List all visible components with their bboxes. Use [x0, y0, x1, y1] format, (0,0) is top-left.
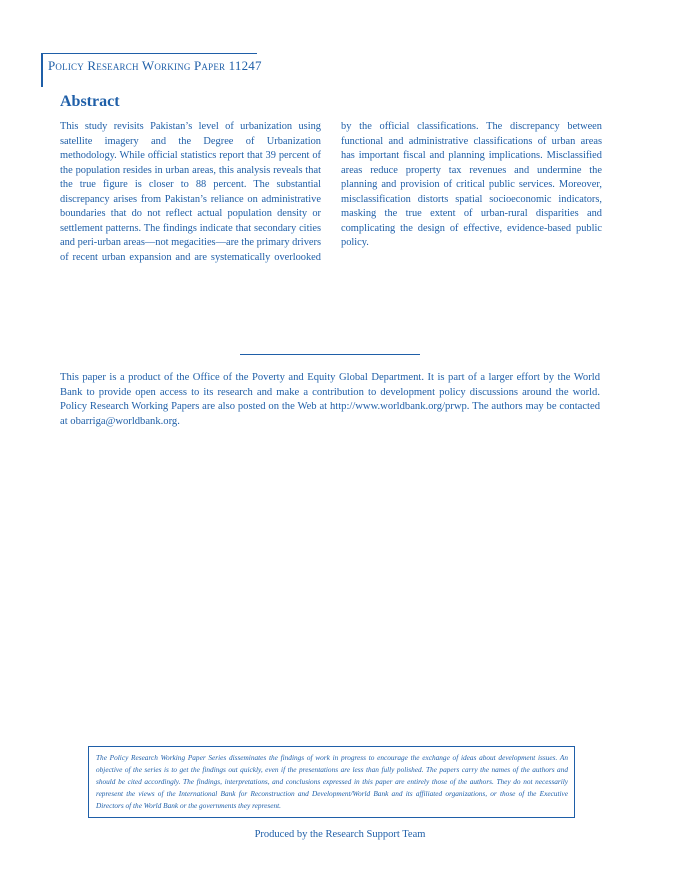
section-divider	[240, 354, 420, 355]
disclaimer-box	[88, 746, 575, 818]
series-title: Policy Research Working Paper 11247	[48, 58, 262, 73]
disclaimer-text: The Policy Research Working Paper Series disseminates the findings of work in progress to encourage the exchange of ideas about development issues. An objective of the series is to get the findings out quickly, even if the presentations are less than fully polished. The papers carry the names of the authors and should be cited accordingly. The findings, interpretations, and conclusions expressed in this paper are entirely those of the authors. They do not necessarily represent the views of the International Bank for Reconstruction and Development/World Bank and its affiliated organizations, or those of the Executive Directors of the World Bank or the governments they represent.	[96, 753, 568, 810]
product-note: This paper is a product of the Office of the Poverty and Equity Global Department. It is part of a larger effort by the World Bank to provide open access to its research and make a contribution to development policy discussions around the world. Policy Research Working Papers are also posted on the Web at http://www.worldbank.org/prwp. The authors may be contacted at obarriga@worldbank.org.	[60, 372, 600, 427]
abstract-body	[60, 120, 602, 266]
abstract-heading: Abstract	[60, 93, 120, 110]
abstract-text: This study revisits Pakistan’s level of urbanization using satellite imagery and the Degree of Urbanization methodology. While official statistics report that 39 percent of the population resides in urban areas, this analysis reveals that the true figure is closer to 88 percent. The substantial discrepancy arises from Pakistan’s reliance on administrative boundaries that do not reflect actual population density or settlement patterns. The findings indicate that secondary cities and peri-urban areas—not megacities—are the primary drivers of recent urban expansion and are systematically overlooked by the official classifications. The discrepancy between functional and administrative classifications of urban areas has important fiscal and planning implications. Misclassified areas reduce property tax revenues and undermine the planning and provision of critical public services. Moreover, misclassification distorts spatial socioeconomic indicators, masking the true extent of urban-rural disparities and complicating the design of effective, evidence-based public policy.	[60, 121, 602, 263]
header-rule-top	[41, 53, 257, 54]
produced-by: Produced by the Research Support Team	[254, 829, 426, 840]
header-rule-left	[41, 53, 43, 87]
